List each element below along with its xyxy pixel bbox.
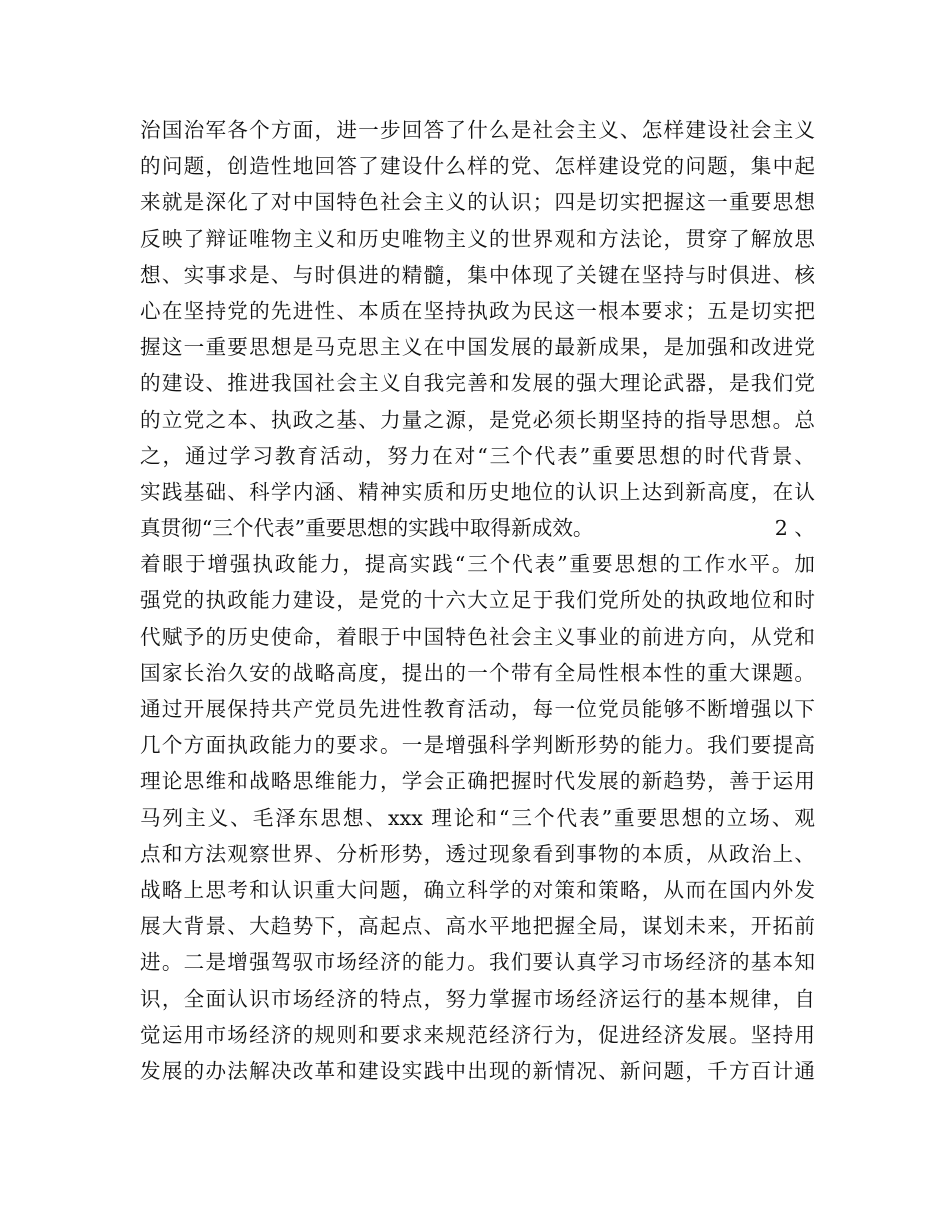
paragraph-line: 治国治军各个方面，进一步回答了什么是社会主义、怎样建设社会主义 xyxy=(140,118,815,142)
paragraph-line: 握这一重要思想是马克思主义在中国发展的最新成果，是加强和改进党 xyxy=(140,335,815,360)
paragraph-line: 理论思维和战略思维能力，学会正确把握时代发展的新趋势，善于运用 xyxy=(140,769,815,794)
paragraph-line: 马列主义、毛泽东思想、xxx 理论和“三个代表”重要思想的立场、观 xyxy=(140,805,815,830)
paragraph-line: 反映了辩证唯物主义和历史唯物主义的世界观和方法论，贯穿了解放思 xyxy=(140,226,815,251)
paragraph-line: 的立党之本、执政之基、力量之源，是党必须长期坚持的指导思想。总 xyxy=(140,407,815,432)
paragraph-line: 实践基础、科学内涵、精神实质和历史地位的认识上达到新高度，在认 xyxy=(140,479,815,504)
paragraph-line: 的问题，创造性地回答了建设什么样的党、怎样建设党的问题，集中起 xyxy=(140,154,815,179)
paragraph-line: 展大背景、大趋势下，高起点、高水平地把握全局，谋划未来，开拓前 xyxy=(140,914,815,939)
paragraph-line: 进。二是增强驾驭市场经济的能力。我们要认真学习市场经济的基本知 xyxy=(140,950,815,975)
paragraph-line: 着眼于增强执政能力，提高实践“三个代表”重要思想的工作水平。加 xyxy=(140,552,815,577)
paragraph-line: 发展的办法解决改革和建设实践中出现的新情况、新问题，千方百计通 xyxy=(140,1058,815,1083)
paragraph-end-text: 真贯彻“三个代表”重要思想的实践中取得新成效。 xyxy=(140,516,594,541)
paragraph-line: 代赋予的历史使命，着眼于中国特色社会主义事业的前进方向，从党和 xyxy=(140,624,815,649)
paragraph-line: 通过开展保持共产党员先进性教育活动，每一位党员能够不断增强以下 xyxy=(140,697,815,721)
paragraph-line: 几个方面执政能力的要求。一是增强科学判断形势的能力。我们要提高 xyxy=(140,733,815,758)
paragraph-line: 心在坚持党的先进性、本质在坚持执政为民这一根本要求；五是切实把 xyxy=(140,298,815,323)
paragraph-line-with-section-number xyxy=(140,510,815,546)
paragraph-line: 识，全面认识市场经济的特点，努力掌握市场经济运行的基本规律，自 xyxy=(140,986,815,1011)
body-text xyxy=(140,112,815,1089)
paragraph-line: 战略上思考和认识重大问题，确立科学的对策和策略，从而在国内外发 xyxy=(140,877,815,902)
paragraph-line: 觉运用市场经济的规则和要求来规范经济行为，促进经济发展。坚持用 xyxy=(140,1022,815,1047)
paragraph-line: 的建设、推进我国社会主义自我完善和发展的强大理论武器，是我们党 xyxy=(140,371,815,396)
paragraph-line: 强党的执政能力建设，是党的十六大立足于我们党所处的执政地位和时 xyxy=(140,588,815,613)
section-number: 2 、 xyxy=(774,516,815,541)
paragraph-line: 点和方法观察世界、分析形势，透过现象看到事物的本质，从政治上、 xyxy=(140,841,815,866)
paragraph-line: 之，通过学习教育活动，努力在对“三个代表”重要思想的时代背景、 xyxy=(140,443,815,468)
paragraph-line: 国家长治久安的战略高度，提出的一个带有全局性根本性的重大课题。 xyxy=(140,660,815,685)
paragraph-line: 来就是深化了对中国特色社会主义的认识；四是切实把握这一重要思想 xyxy=(140,190,815,215)
paragraph-line: 想、实事求是、与时俱进的精髓，集中体现了关键在坚持与时俱进、核 xyxy=(140,262,815,287)
